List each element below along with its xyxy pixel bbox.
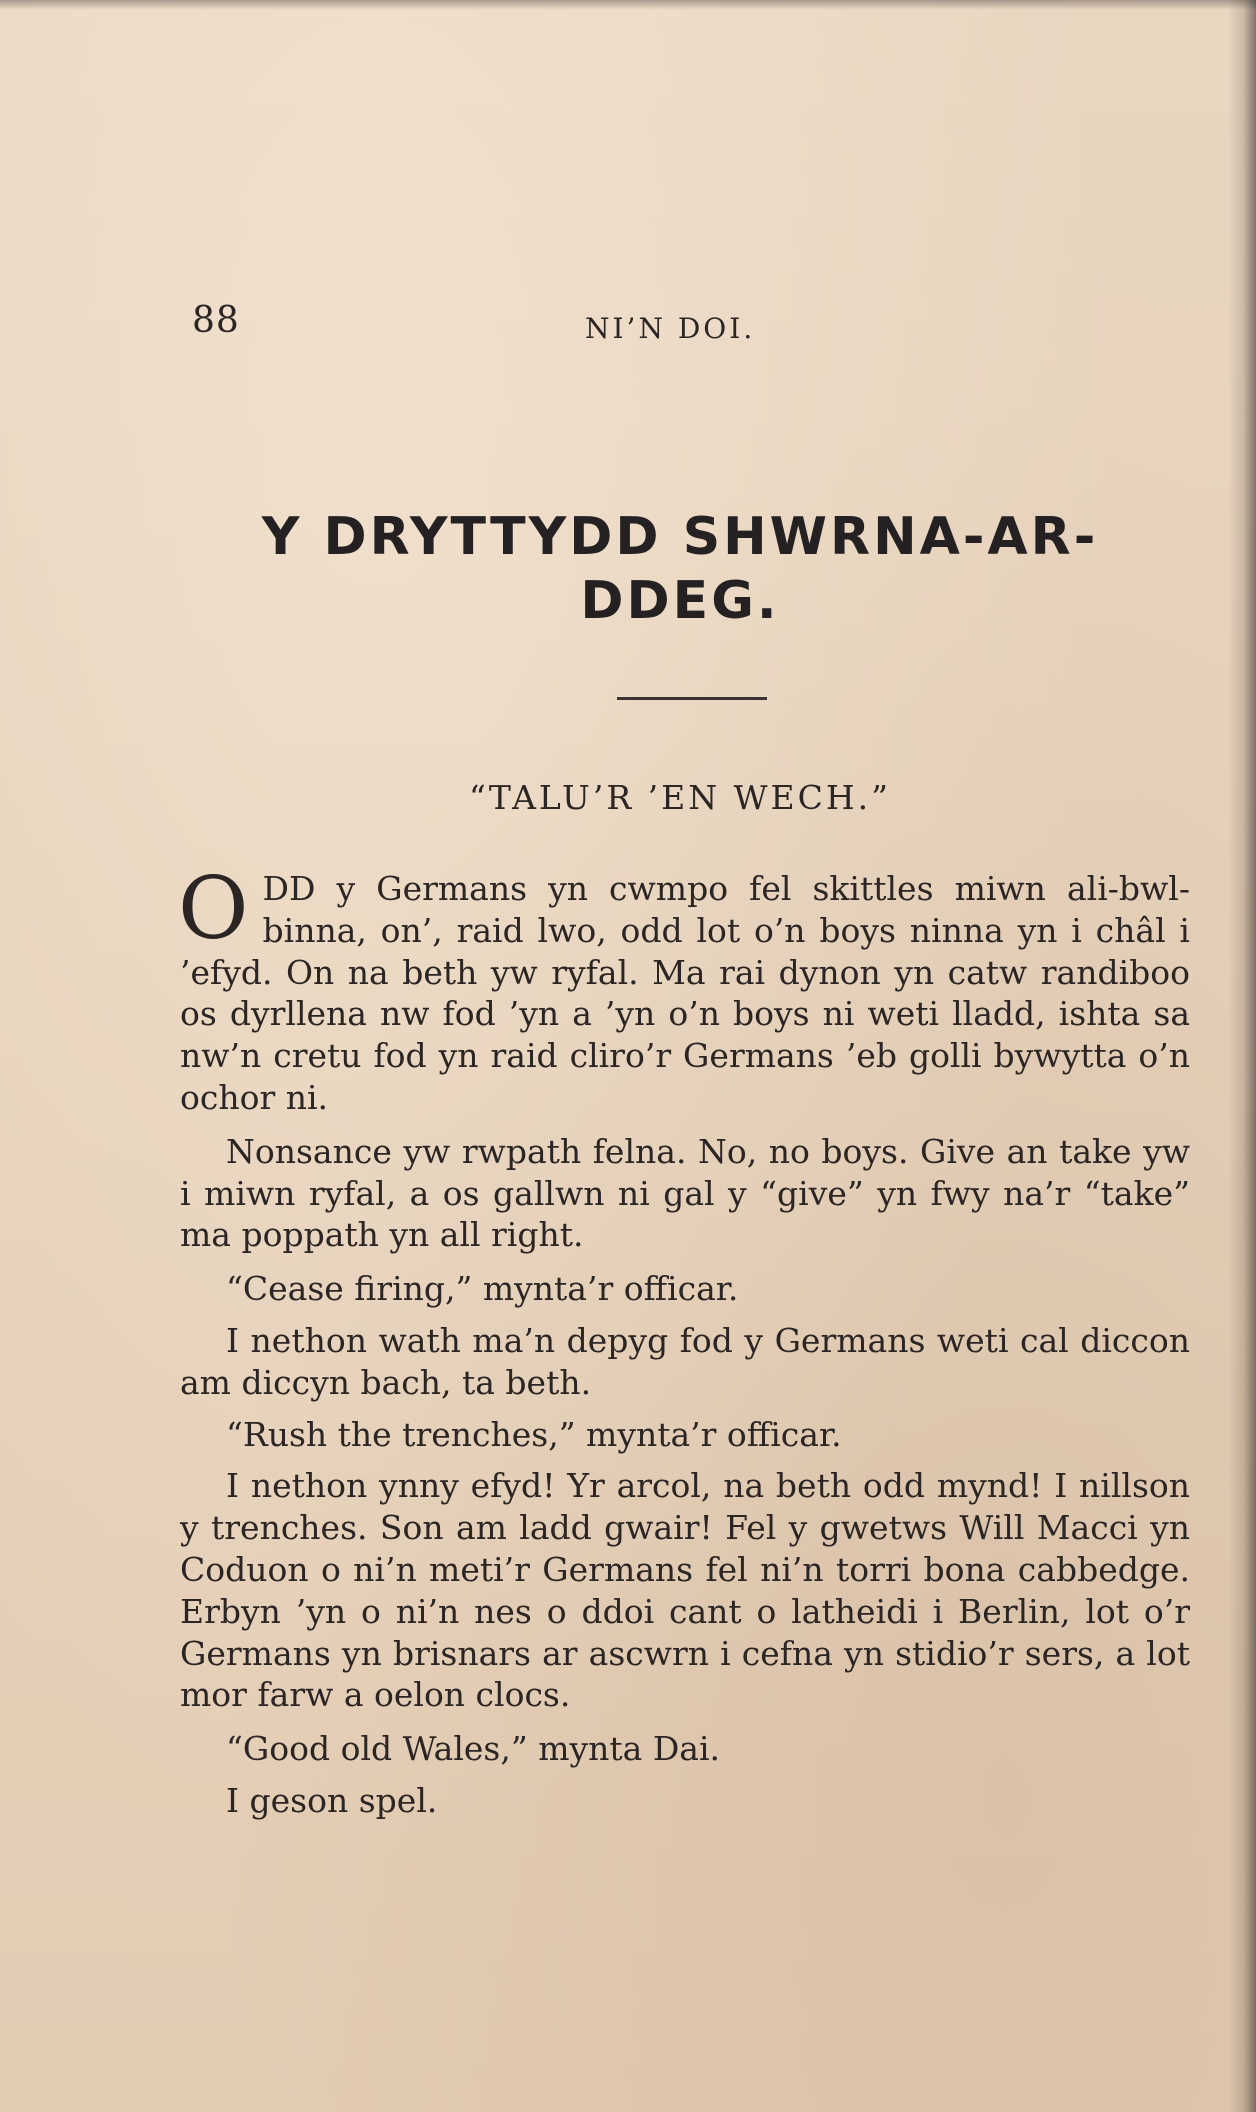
paragraph-1 [178,859,1190,1119]
page-top-edge-shadow [0,0,1256,10]
paragraph-7: “Good old Wales,” mynta Dai. [226,1729,721,1769]
drop-cap: O [178,859,249,959]
body-text [178,859,1190,1832]
paragraph-3: “Cease firing,” mynta’r officar. [226,1269,739,1309]
paragraph-1-text: DD y Germans yn cwmpo fel skittles miwn ali-bwl-binna, on’, raid lwo, odd lot o’n boys ninna yn i châl i ’efyd. On na beth yw ryfal. Ma rai dynon yn catw randiboo os dyrllena nw fod ’yn a ’yn o’n boys ni weti lladd, ishta sa nw’n cretu fod yn raid cliro’r Germans ’eb golli bywytta o’n ochor ni. [180,869,1190,1117]
paragraph-6: I nethon ynny efyd! Yr arcol, na beth odd mynd! I nillson y trenches. Son am ladd gwair! Fel y gwetws Will Macci yn Coduon o ni’n meti’r Germans fel ni’n torri bona cabbedge. Erbyn ’yn o ni’n nes o ddoi cant o latheidi i Berlin, lot o’r Germans yn brisnars ar ascwrn i cefna yn stidio’r sers, a lot mor farw a oelon clocs. [180,1466,1190,1715]
section-title: “TALU’R ’EN WECH.” [469,778,891,817]
paragraph-2: Nonsance yw rwpath felna. No, no boys. Give an take yw i miwn ryfal, a os gallwn ni gal y “give” yn fwy na’r “take” ma poppath yn all right. [180,1131,1190,1255]
page-number: 88 [192,300,240,341]
running-head: NI’N DOI. [585,312,756,345]
page-binding-shadow [1228,0,1256,2112]
chapter-title: Y DRYTTYDD SHWRNA-AR-DDEG. [261,507,1099,631]
title-rule-divider [617,697,767,700]
paragraph-8: I geson spel. [226,1780,438,1820]
paragraph-5: “Rush the trenches,” mynta’r officar. [226,1414,842,1454]
paragraph-4: I nethon wath ma’n depyg fod y Germans weti cal diccon am diccyn bach, ta beth. [180,1320,1190,1402]
